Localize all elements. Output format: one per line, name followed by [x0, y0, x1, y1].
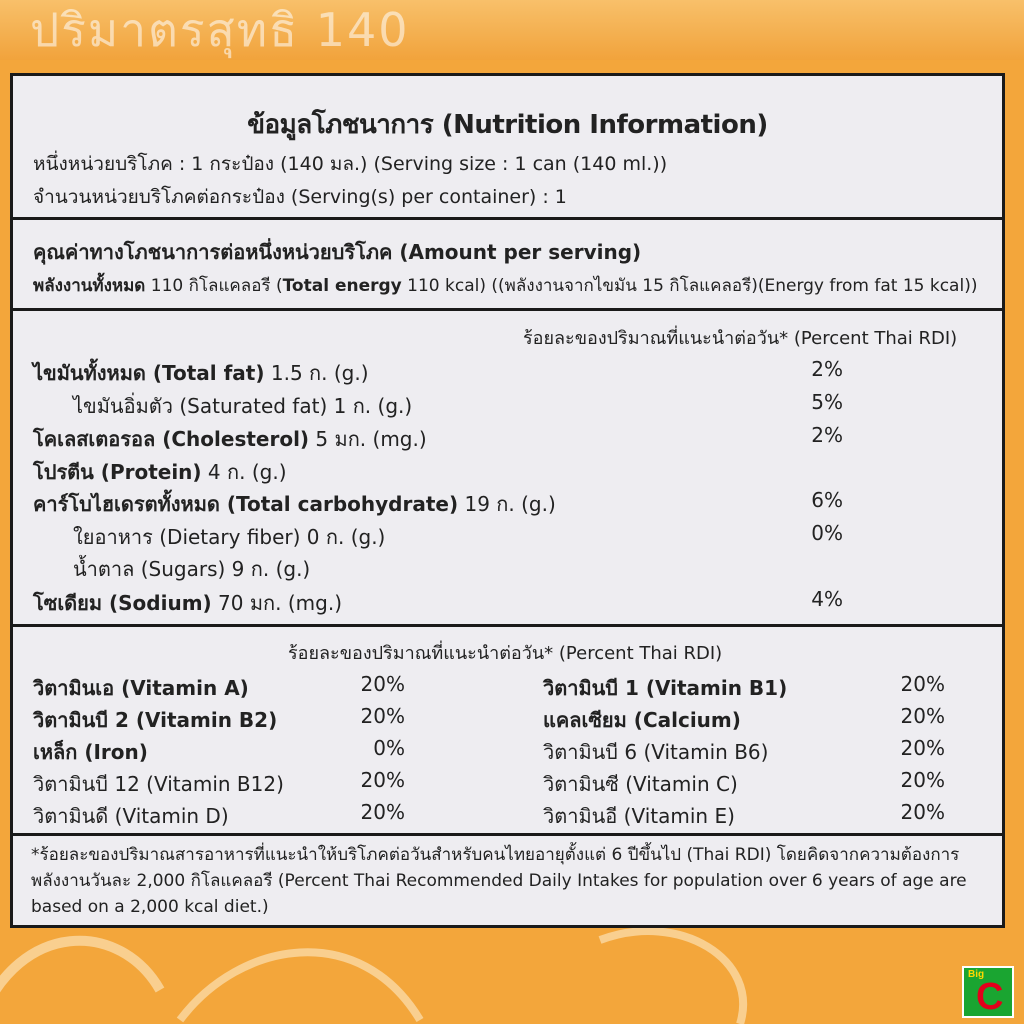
- nutrient-rdi-heading: ร้อยละของปริมาณที่แนะนำต่อวัน* (Percent Thai RDI): [523, 328, 958, 349]
- vitamin-name: วิตามินบี 2 (Vitamin B2): [33, 708, 278, 732]
- nutrient-name: คาร์โบไฮเดรตทั้งหมด (Total carbohydrate): [33, 492, 459, 516]
- nutrient-percent: 6%: [811, 488, 843, 512]
- package-top-band: [0, 0, 1024, 60]
- nutrient-amount: ไขมันอิ่มตัว (Saturated fat) 1 ก. (g.): [73, 394, 413, 418]
- nutrient-percent: 4%: [811, 587, 843, 611]
- vitamin-name: วิตามินซี (Vitamin C): [543, 772, 738, 796]
- energy-label-en: Total energy: [282, 276, 402, 296]
- divider: [13, 308, 1002, 311]
- vitamin-name: วิตามินบี 6 (Vitamin B6): [543, 740, 769, 764]
- package-background-text: ปริมาตรสุทธิ 140: [30, 3, 410, 57]
- nutrient-row: [33, 587, 342, 619]
- vitamin-percent: 20%: [900, 768, 945, 792]
- logo-text: Big: [968, 969, 985, 980]
- nutrient-name: ไขมันทั้งหมด (Total fat): [33, 361, 265, 385]
- big-c-logo: [962, 966, 1014, 1018]
- nutrient-amount: 19 ก. (g.): [458, 492, 556, 516]
- nutrient-name: โซเดียม (Sodium): [33, 591, 212, 615]
- total-energy-line: [33, 272, 977, 299]
- divider: [13, 217, 1002, 220]
- vitamin-percent: 20%: [900, 672, 945, 696]
- vitamin-name: วิตามินอี (Vitamin E): [543, 804, 735, 828]
- nutrient-amount: 70 มก. (mg.): [211, 591, 342, 615]
- vitamin-percent: 20%: [900, 800, 945, 824]
- nutrient-row: [33, 357, 369, 389]
- vitamin-name: แคลเซียม (Calcium): [543, 708, 741, 732]
- vitamin-name: เหล็ก (Iron): [33, 740, 148, 764]
- vitamin-name: วิตามินบี 1 (Vitamin B1): [543, 676, 788, 700]
- logo-letter: C: [976, 976, 1004, 1018]
- nutrition-panel: [10, 73, 1005, 928]
- nutrient-percent: 2%: [811, 357, 843, 381]
- energy-label: พลังงานทั้งหมด: [33, 276, 146, 296]
- nutrient-amount: 1.5 ก. (g.): [264, 361, 369, 385]
- nutrient-name: โปรตีน (Protein): [33, 460, 202, 484]
- vitamin-percent: 20%: [360, 704, 405, 728]
- vitamin-percent: 20%: [900, 736, 945, 760]
- vitamin-rdi-heading: ร้อยละของปริมาณที่แนะนำต่อวัน* (Percent Thai RDI): [288, 643, 723, 664]
- panel-title: ข้อมูลโภชนาการ (Nutrition Information): [247, 110, 768, 140]
- nutrient-name: โคเลสเตอรอล (Cholesterol): [33, 427, 310, 451]
- energy-value: 110 กิโลแคลอรี (: [145, 276, 283, 296]
- divider: [13, 624, 1002, 627]
- divider: [13, 833, 1002, 836]
- nutrient-amount: 4 ก. (g.): [201, 460, 287, 484]
- vitamin-name: วิตามินเอ (Vitamin A): [33, 676, 249, 700]
- vitamin-percent: 20%: [360, 768, 405, 792]
- nutrient-row: [73, 390, 412, 422]
- energy-value-en: 110 kcal) ((พลังงานจากไขมัน 15 กิโลแคลอรี)(Energy from fat 15 kcal)): [401, 276, 978, 296]
- vitamin-percent: 20%: [360, 800, 405, 824]
- footnote: *ร้อยละของปริมาณสารอาหารที่แนะนำให้บริโภคต่อวันสำหรับคนไทยอายุตั้งแต่ 6 ปีขึ้นไป (Thai RDI) โดยคิดจากความต้องการพลังงานวันละ 2,000 กิโลแคลอรี (Percent Thai Recommended Daily Intakes for population over 6 years of age are based on a 2,000 kcal diet.): [31, 845, 967, 917]
- vitamin-name: วิตามินบี 12 (Vitamin B12): [33, 772, 284, 796]
- nutrient-percent: 5%: [811, 390, 843, 414]
- nutrient-amount: น้ำตาล (Sugars) 9 ก. (g.): [73, 557, 311, 581]
- nutrient-row: [33, 423, 427, 455]
- servings-per-container: จำนวนหน่วยบริโภคต่อกระป๋อง (Serving(s) per container) : 1: [33, 186, 567, 208]
- nutrient-row: [73, 553, 310, 585]
- nutrient-row: [33, 488, 556, 520]
- nutrient-amount: ใยอาหาร (Dietary fiber) 0 ก. (g.): [73, 525, 386, 549]
- vitamin-name: วิตามินดี (Vitamin D): [33, 804, 229, 828]
- nutrient-percent: 0%: [811, 521, 843, 545]
- vitamin-percent: 20%: [900, 704, 945, 728]
- nutrient-amount: 5 มก. (mg.): [309, 427, 427, 451]
- serving-size: หนึ่งหน่วยบริโภค : 1 กระป๋อง (140 มล.) (Serving size : 1 can (140 ml.)): [33, 153, 668, 175]
- vitamin-percent: 20%: [360, 672, 405, 696]
- nutrient-row: [33, 456, 287, 488]
- amount-per-serving-heading: คุณค่าทางโภชนาการต่อหนึ่งหน่วยบริโภค (Amount per serving): [33, 240, 642, 264]
- vitamin-percent: 0%: [373, 736, 405, 760]
- nutrient-percent: 2%: [811, 423, 843, 447]
- nutrient-row: [73, 521, 385, 553]
